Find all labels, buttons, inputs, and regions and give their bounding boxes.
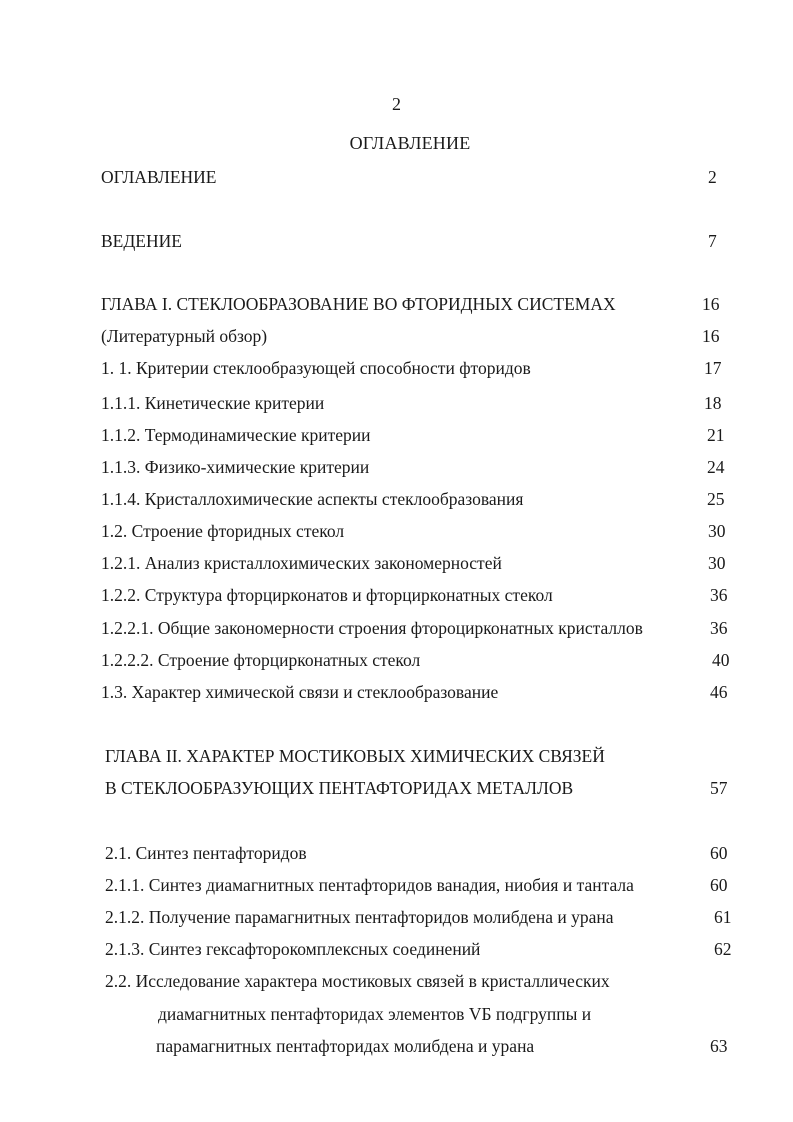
toc-entry-text: 1.1.3. Физико-химические критерии bbox=[101, 457, 370, 477]
toc-row bbox=[0, 775, 793, 801]
toc-entry-text: 2.1.3. Синтез гексафторокомплексных соединений bbox=[105, 939, 481, 959]
scan-edge bbox=[0, 0, 793, 60]
toc-entry-text: 1.1.2. Термодинамические критерии bbox=[101, 425, 371, 445]
toc-entry-text: 2.1.2. Получение парамагнитных пентафторидов молибдена и урана bbox=[105, 907, 614, 927]
toc-entry-page: 61 bbox=[714, 907, 732, 927]
toc-entry-text: 1.2.2. Структура фторцирконатов и фторцирконатных стекол bbox=[101, 585, 553, 605]
toc-row bbox=[0, 228, 793, 254]
toc-entry-page: 16 bbox=[702, 326, 720, 346]
toc-entry-page: 16 bbox=[702, 294, 720, 314]
toc-row bbox=[0, 355, 793, 381]
toc-row bbox=[0, 936, 793, 962]
toc-entry-text: 2.2. Исследование характера мостиковых связей в кристаллических bbox=[105, 971, 610, 991]
toc-entry-page: 30 bbox=[708, 553, 726, 573]
toc-row bbox=[0, 840, 793, 866]
toc-entry-text: 2.1.1. Синтез диамагнитных пентафторидов ванадия, ниобия и тантала bbox=[105, 875, 634, 895]
toc-row bbox=[0, 454, 793, 480]
toc-entry-page: 17 bbox=[704, 358, 722, 378]
toc-entry-page: 36 bbox=[710, 618, 728, 638]
toc-entry-page: 46 bbox=[710, 682, 728, 702]
toc-entry-page: 60 bbox=[710, 875, 728, 895]
toc-entry-text: ГЛАВА II. ХАРАКТЕР МОСТИКОВЫХ ХИМИЧЕСКИХ СВЯЗЕЙ bbox=[105, 746, 605, 766]
toc-entry-page: 30 bbox=[708, 521, 726, 541]
toc-row bbox=[0, 647, 793, 673]
toc-entry-text: 1.1.1. Кинетические критерии bbox=[101, 393, 325, 413]
toc-entry-page: 18 bbox=[704, 393, 722, 413]
toc-row bbox=[0, 872, 793, 898]
toc-row bbox=[0, 550, 793, 576]
toc-row bbox=[0, 743, 793, 769]
toc-entry-text: 1.2.2.1. Общие закономерности строения фтороцирконатных кристаллов bbox=[101, 618, 643, 638]
toc-entry-page: 36 bbox=[710, 585, 728, 605]
toc-row bbox=[0, 615, 793, 641]
toc-entry-text: 1.2.2.2. Строение фторцирконатных стекол bbox=[101, 650, 421, 670]
toc-row bbox=[0, 582, 793, 608]
toc-row bbox=[0, 679, 793, 705]
toc-row bbox=[0, 422, 793, 448]
toc-entry-text: ОГЛАВЛЕНИЕ bbox=[101, 167, 217, 187]
toc-row bbox=[0, 1001, 793, 1027]
toc-entry-text: диамагнитных пентафторидах элементов VБ подгруппы и bbox=[158, 1004, 592, 1024]
toc-entry-text: 1. 1. Критерии стеклообразующей способности фторидов bbox=[101, 358, 531, 378]
toc-entry-text: ВЕДЕНИЕ bbox=[101, 231, 182, 251]
toc-entry-page: 57 bbox=[710, 778, 728, 798]
toc-row bbox=[0, 323, 793, 349]
toc-entry-page: 2 bbox=[708, 167, 717, 187]
toc-row bbox=[0, 968, 793, 994]
toc-entry-page: 7 bbox=[708, 231, 717, 251]
toc-row bbox=[0, 486, 793, 512]
toc-row bbox=[0, 518, 793, 544]
toc-row bbox=[0, 291, 793, 317]
toc-entry-page: 24 bbox=[707, 457, 725, 477]
toc-row bbox=[0, 164, 793, 190]
page-title: ОГЛАВЛЕНИЕ bbox=[349, 133, 471, 153]
toc-entry-text: парамагнитных пентафторидах молибдена и урана bbox=[156, 1036, 535, 1056]
toc-entry-page: 62 bbox=[714, 939, 732, 959]
toc-entry-text: 1.2.1. Анализ кристаллохимических закономерностей bbox=[101, 553, 502, 573]
page-number: 2 bbox=[392, 94, 401, 114]
toc-entry-text: (Литературный обзор) bbox=[101, 326, 268, 346]
toc-entry-page: 40 bbox=[712, 650, 730, 670]
toc-entry-page: 60 bbox=[710, 843, 728, 863]
toc-entry-text: 2.1. Синтез пентафторидов bbox=[105, 843, 307, 863]
toc-entry-page: 21 bbox=[707, 425, 725, 445]
toc-row bbox=[0, 1033, 793, 1059]
toc-entry-text: В СТЕКЛООБРАЗУЮЩИХ ПЕНТАФТОРИДАХ МЕТАЛЛОВ bbox=[105, 778, 574, 798]
toc-entry-text: 1.3. Характер химической связи и стеклообразование bbox=[101, 682, 499, 702]
toc-entry-text: 1.2. Строение фторидных стекол bbox=[101, 521, 345, 541]
toc-entry-page: 25 bbox=[707, 489, 725, 509]
toc-entry-page: 63 bbox=[710, 1036, 728, 1056]
toc-row bbox=[0, 390, 793, 416]
toc-entry-text: ГЛАВА I. СТЕКЛООБРАЗОВАНИЕ ВО ФТОРИДНЫХ СИСТЕМАХ bbox=[101, 294, 616, 314]
toc-entry-text: 1.1.4. Кристаллохимические аспекты стеклообразования bbox=[101, 489, 524, 509]
toc-row bbox=[0, 904, 793, 930]
